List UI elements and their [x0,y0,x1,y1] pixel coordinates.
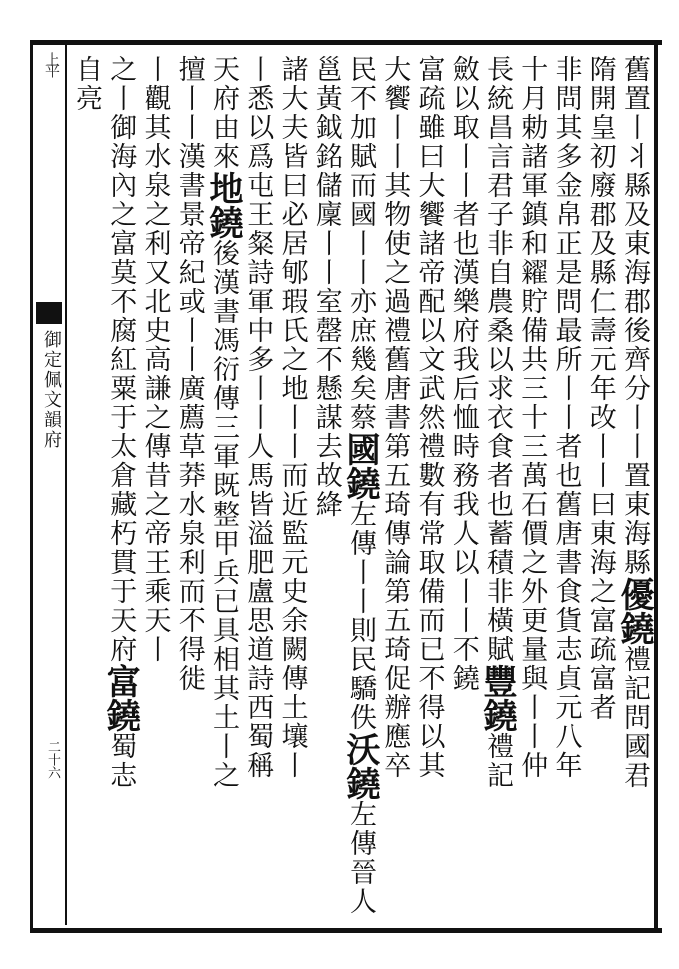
text-column [100,55,141,923]
text-column [477,55,517,923]
text-column [241,55,273,923]
text-segment: 諸大夫皆曰必居郇瑕氏之地丨丨而近監元史余闕傳土壤丨 [276,55,308,780]
text-segment: 富疏雖曰大饗諸帝配以文武然禮數有常取備而已不得以其 [413,55,445,780]
text-segment: 謀去故絳 [310,403,342,519]
headword: 富鐃 [100,664,141,732]
text-column [413,55,445,923]
text-column [173,55,205,923]
text-segment: 之富疏富者 [584,577,616,722]
text-segment: 十月勅諸軍鎮和糴貯備共三十三萬石價之外更量與丨丨仲 [516,55,548,780]
margin-cut-text: 上平 [43,52,61,74]
text-column [310,55,342,923]
text-segment: 天府由來 [208,55,239,171]
text-segment: 擅丨丨 [173,55,205,142]
text-segment: 後漢書馮衍傳三軍既整甲兵已具相其土丨之 [208,239,239,790]
text-segment: 不鐃 [447,635,479,693]
text-segment: 禮記問國君 [619,645,650,790]
text-column [584,55,616,923]
headword: 國鐃 [340,432,380,500]
headword: 優鐃 [614,577,654,645]
text-column [70,55,102,923]
text-column [139,55,171,923]
text-column [203,55,243,923]
text-segment: 自亮 [71,55,102,113]
text-segment: 禮記 [482,732,513,790]
text-segment: 舊置丨丬縣及東海郡後齊分丨丨置東海縣 [619,55,650,577]
leaf-number: 二十六 [45,740,60,779]
text-column [515,55,547,923]
text-column [276,55,308,923]
text-segment: 之丨御海內之富莫不腐紅粟于太倉藏朽貫于天府 [105,55,137,664]
text-column [340,55,380,923]
text-segment: 左傳晉人 [345,800,376,916]
headword: 豐鐃 [477,664,517,732]
text-column [614,55,654,923]
text-segment: 斂以取丨丨者也漢樂府我后恤時務我人以丨丨 [447,55,479,635]
frame-bottom-border [30,928,662,933]
text-segment: 蜀志 [105,732,137,790]
fishtail-mark-icon [36,302,62,324]
text-segment: 左傳丨丨則民驕佚 [345,500,376,732]
headword: 沃鐃 [340,732,380,800]
text-segment: 丨觀其水泉之利又北史高謙之傳昔之帝王乘天丨 [139,55,171,664]
text-segment: 邕黃鉞銘儲廩丨丨室罄不懸 [310,55,342,403]
text-segment: 丨悉以爲屯王粲詩軍中多丨丨人馬皆溢肥盧思道詩西蜀稱 [242,55,274,780]
text-segment: 漢書景帝紀或丨丨廣薦草莽水泉利而不得徙 [173,142,205,693]
text-column [447,55,479,923]
frame-right-border [654,40,658,933]
fold-margin [33,45,67,925]
text-segment: 民不加賦而國丨丨亦庶幾矣蔡 [345,55,376,432]
text-segment: 隋開皇初廢郡及縣仁壽元年改丨丨曰東海 [584,55,616,577]
main-text-columns [70,55,654,923]
text-segment: 長統昌言君子非自農桑以求衣食者也蓄積非橫賦 [482,55,513,664]
margin-source-title: 御定佩文韻府 [41,330,62,450]
text-column [378,55,410,923]
text-segment: 大饗丨丨其物使之過禮舊唐書第五琦傳論第五琦促辦應卒 [379,55,411,780]
text-segment: 非問其多金帛正是問最所丨丨者也舊唐書食貨志貞元八年 [550,55,582,780]
headword: 地鐃 [203,171,243,239]
text-column [550,55,582,923]
frame-top-border [30,40,662,45]
